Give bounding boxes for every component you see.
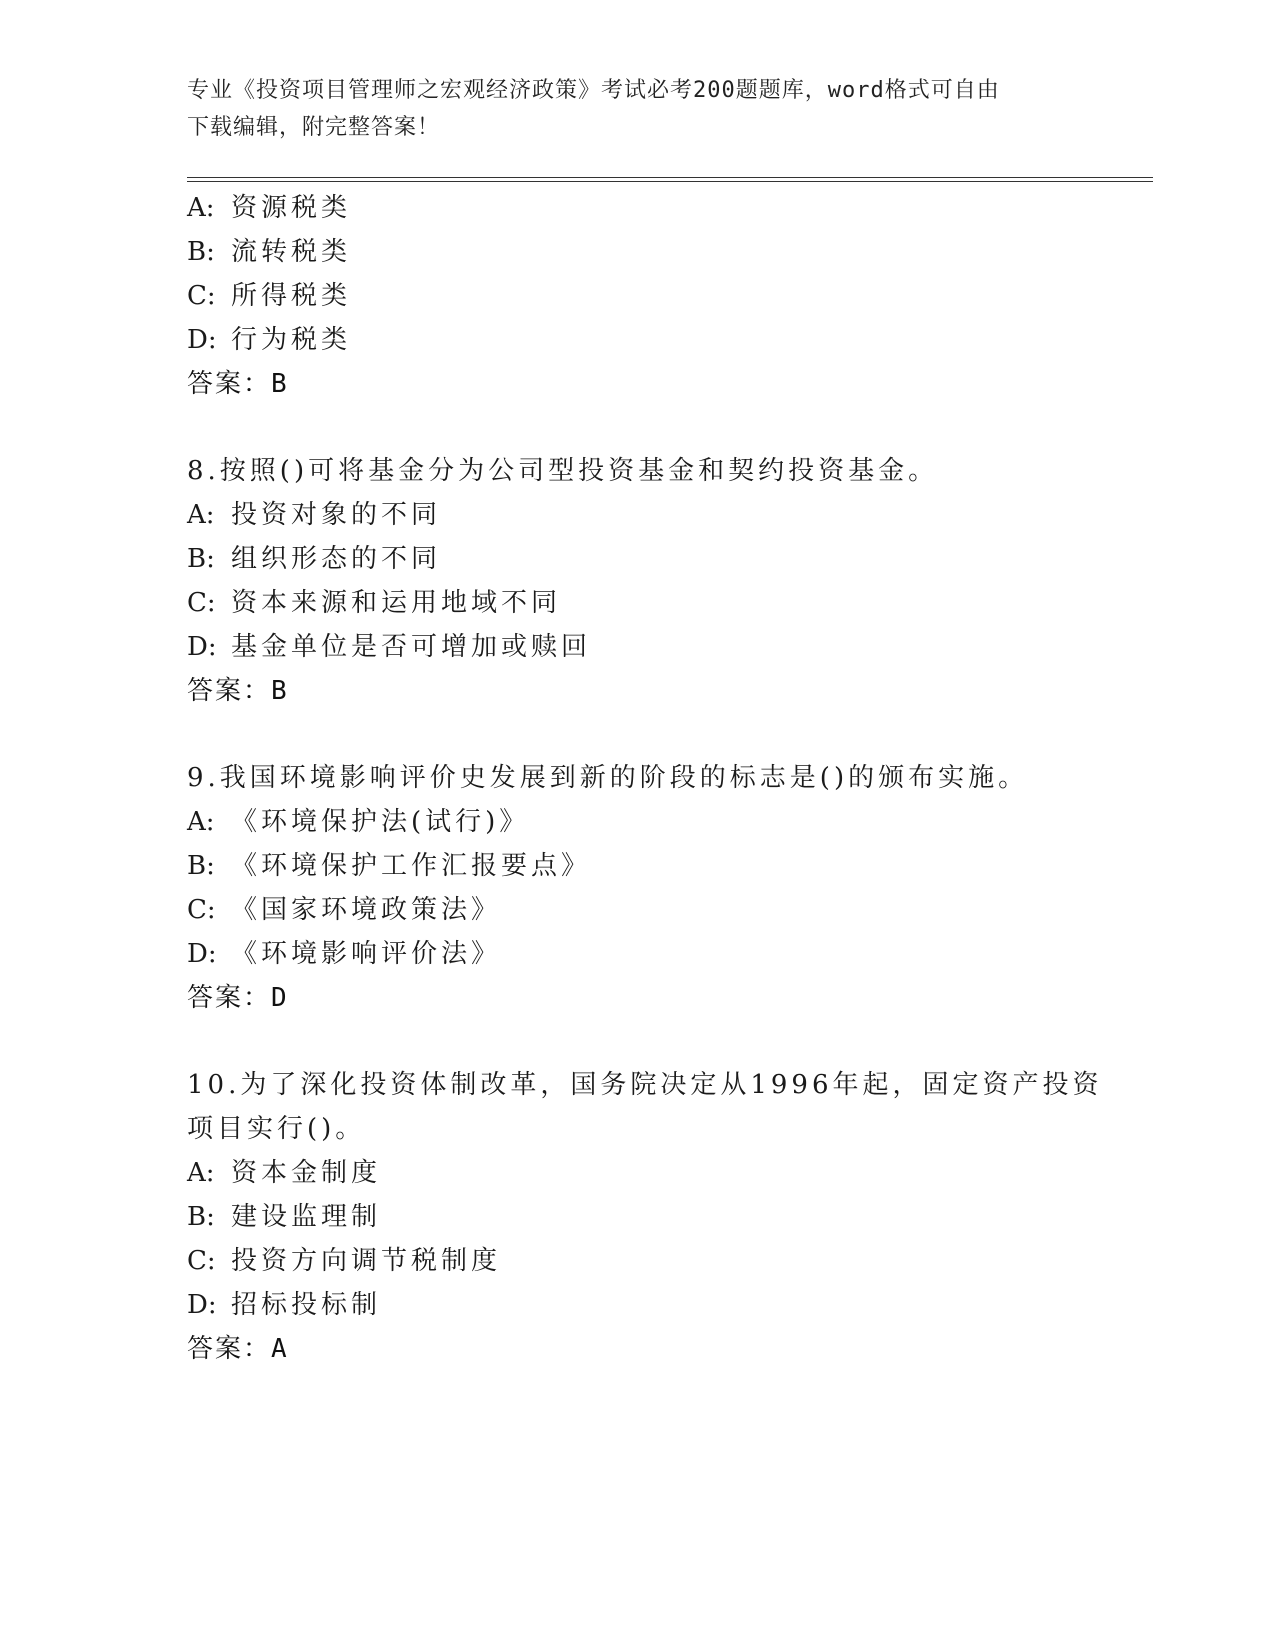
- option-label: C:: [187, 895, 216, 925]
- answer-value: A: [271, 1334, 289, 1364]
- document-header: [187, 72, 1067, 146]
- q8-option-a: [187, 494, 441, 531]
- option-text: 流转税类: [231, 237, 352, 267]
- option-label: A:: [187, 807, 215, 837]
- option-text: 《环境保护法(试行)》: [231, 807, 530, 837]
- q9-option-b: [187, 845, 591, 882]
- option-label: D:: [187, 939, 217, 969]
- option-text: 组织形态的不同: [231, 544, 442, 574]
- option-text: 投资对象的不同: [231, 500, 442, 530]
- header-divider-top: [187, 177, 1153, 178]
- option-label: D:: [187, 632, 217, 662]
- option-text: 投资方向调节税制度: [231, 1246, 502, 1276]
- q7-option-d: [187, 319, 351, 356]
- option-text: 招标投标制: [231, 1290, 382, 1320]
- option-label: A:: [187, 1158, 215, 1188]
- answer-label: 答案：: [187, 1334, 272, 1364]
- q10-question-line-2: 项目实行()。: [187, 1114, 366, 1144]
- option-label: B:: [187, 851, 215, 881]
- q7-option-c: [187, 275, 351, 312]
- q8-answer: [187, 670, 289, 707]
- q8-question: 8.按照()可将基金分为公司型投资基金和契约投资基金。: [187, 456, 939, 486]
- option-text: 建设监理制: [231, 1202, 382, 1232]
- q7-answer: [187, 363, 289, 400]
- option-label: A:: [187, 500, 215, 530]
- answer-label: 答案：: [187, 676, 272, 706]
- answer-value: B: [271, 369, 289, 399]
- option-label: D:: [187, 1290, 217, 1320]
- option-text: 《环境影响评价法》: [231, 939, 502, 969]
- option-label: C:: [187, 588, 216, 618]
- q10-answer: [187, 1328, 289, 1365]
- q8-option-d: [187, 626, 591, 663]
- q10-question-line-1: 10.为了深化投资体制改革，国务院决定从1996年起，固定资产投资: [187, 1070, 1103, 1100]
- option-label: D:: [187, 325, 217, 355]
- option-text: 所得税类: [231, 281, 352, 311]
- header-line-2: 下载编辑，附完整答案！: [187, 115, 441, 140]
- option-label: B:: [187, 544, 215, 574]
- q10-option-a: [187, 1152, 381, 1189]
- q10-option-c: [187, 1240, 501, 1277]
- option-text: 资本金制度: [231, 1158, 382, 1188]
- q7-option-b: [187, 231, 351, 268]
- q8-option-c: [187, 582, 561, 619]
- option-label: B:: [187, 1202, 215, 1232]
- answer-label: 答案：: [187, 983, 272, 1013]
- q8-option-b: [187, 538, 441, 575]
- q10-option-b: [187, 1196, 381, 1233]
- header-line-1: 专业《投资项目管理师之宏观经济政策》考试必考200题题库，word格式可自由: [187, 78, 1000, 103]
- q9-option-d: [187, 933, 501, 970]
- option-text: 《环境保护工作汇报要点》: [231, 851, 592, 881]
- option-text: 行为税类: [231, 325, 352, 355]
- option-label: B:: [187, 237, 215, 267]
- q10-option-d: [187, 1284, 381, 1321]
- answer-label: 答案：: [187, 369, 272, 399]
- option-text: 基金单位是否可增加或赎回: [231, 632, 592, 662]
- option-text: 资本来源和运用地域不同: [231, 588, 562, 618]
- option-text: 《国家环境政策法》: [231, 895, 502, 925]
- option-label: A:: [187, 193, 215, 223]
- answer-value: D: [271, 983, 289, 1013]
- answer-value: B: [271, 676, 289, 706]
- q9-question: 9.我国环境影响评价史发展到新的阶段的标志是()的颁布实施。: [187, 763, 1029, 793]
- option-label: C:: [187, 1246, 216, 1276]
- q9-option-a: [187, 801, 529, 838]
- option-text: 资源税类: [231, 193, 352, 223]
- header-divider-bottom: [187, 181, 1153, 182]
- q7-option-a: [187, 187, 351, 224]
- q9-option-c: [187, 889, 501, 926]
- option-label: C:: [187, 281, 216, 311]
- q9-answer: [187, 977, 289, 1014]
